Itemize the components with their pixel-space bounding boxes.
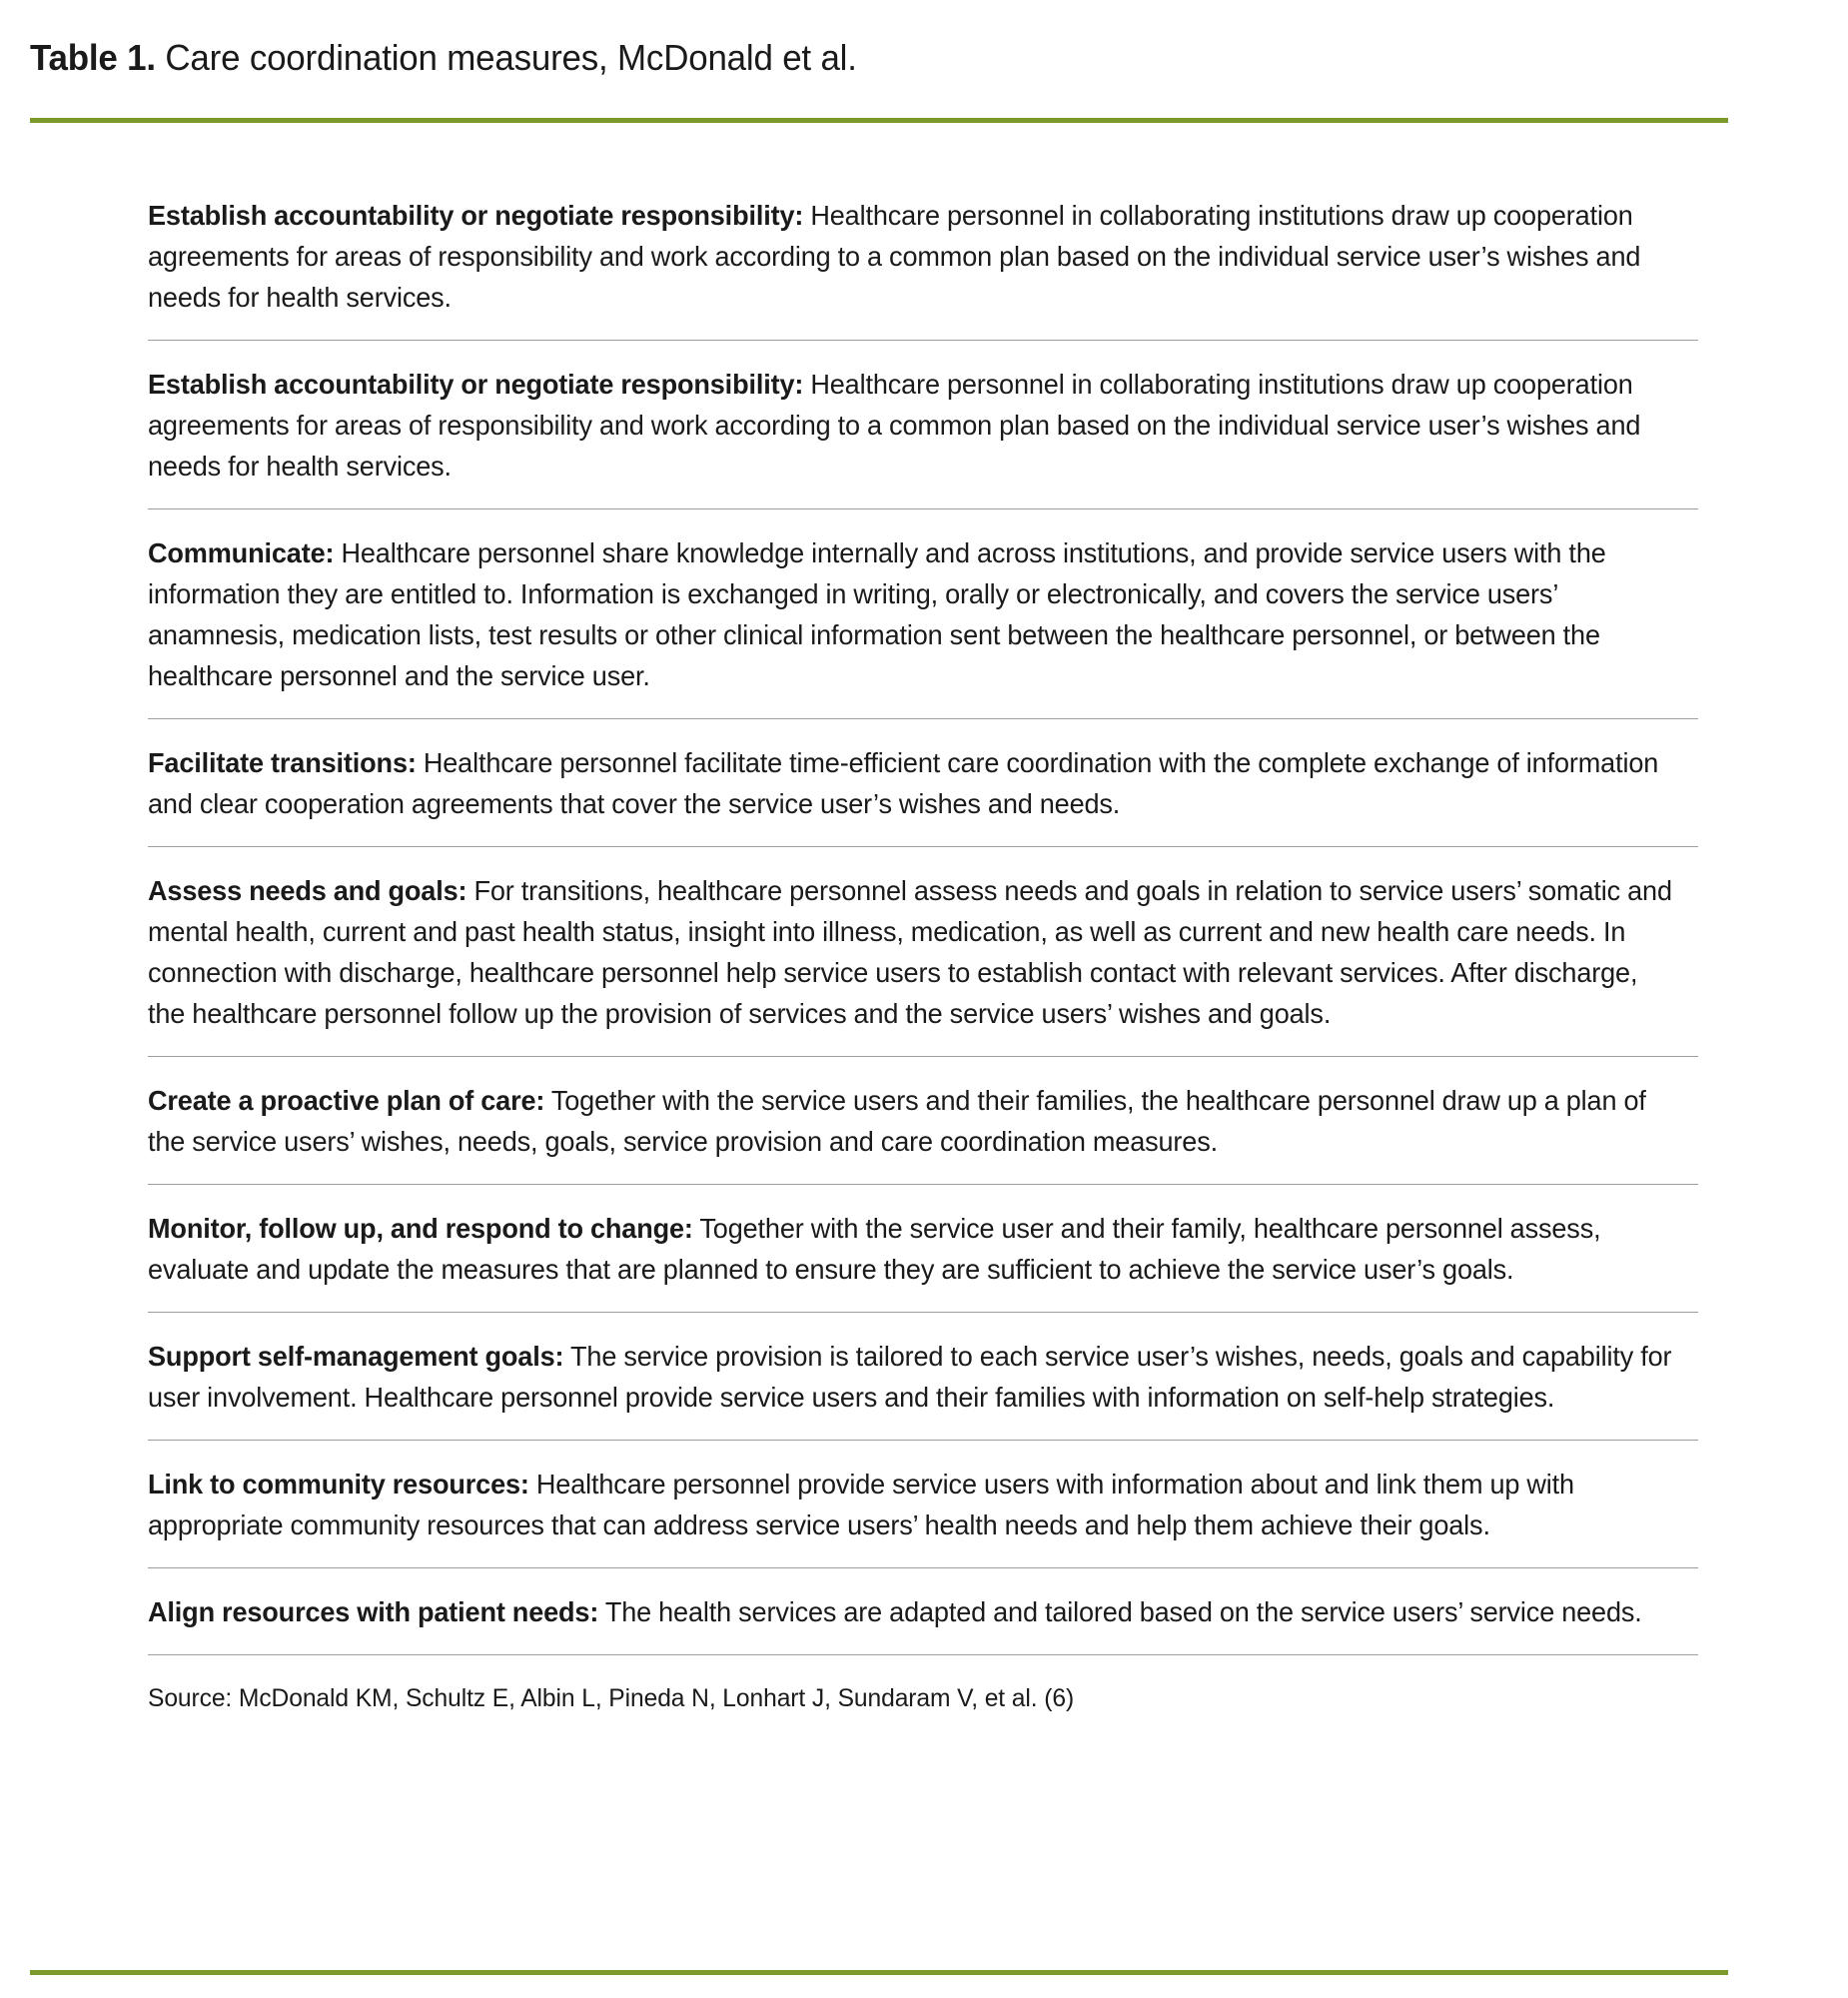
measure-label: Link to community resources: [148, 1469, 529, 1499]
measure-label: Establish accountability or negotiate responsibility: [148, 369, 804, 400]
measure-label: Communicate: [148, 537, 335, 568]
measure-text [148, 172, 1675, 340]
table-number-label: Table 1. [30, 37, 156, 78]
measure-description: Together with the service users and their families, the healthcare personnel draw up a plan of the service users’ wishes, needs, goals, service provision and care coordination measures. [148, 1085, 1646, 1157]
table-title-text: Care coordination measures, McDonald et al. [155, 37, 857, 78]
measure-description: Healthcare personnel share knowledge internally and across institutions, and provide service users with the information they are entitled to. Information is exchanged in writing, orally or electronically, and covers the service users’ anamnesis, medication lists, test results or other clinical information sent between the healthcare personnel, or between the healthcare personnel and the service user. [148, 537, 1606, 691]
table-caption [30, 36, 1677, 80]
measure-description: Healthcare personnel provide service users with information about and link them up with appropriate community resources that can address service users’ health needs and help them achieve their goals. [148, 1469, 1574, 1540]
measure-text [148, 341, 1675, 508]
measure-text [148, 1568, 1675, 1654]
measure-label: Align resources with patient needs: [148, 1596, 599, 1627]
measure-description: The health services are adapted and tailored based on the service users’ service needs. [598, 1596, 1642, 1627]
measure-text [148, 847, 1675, 1056]
measure-text [148, 719, 1675, 846]
table-row [148, 1441, 1698, 1567]
footer-accent-rule [30, 1970, 1728, 1975]
page-title [30, 36, 1728, 80]
measure-text [148, 509, 1675, 718]
table-row [148, 172, 1698, 340]
measure-label: Establish accountability or negotiate responsibility: [148, 200, 804, 231]
measure-label: Monitor, follow up, and respond to change: [148, 1213, 693, 1244]
measures-list [148, 172, 1698, 1715]
measure-text [148, 1057, 1675, 1184]
measure-label: Create a proactive plan of care: [148, 1085, 545, 1116]
header-accent-rule [30, 118, 1728, 123]
measure-label: Assess needs and goals: [148, 875, 467, 906]
measure-label: Facilitate transitions: [148, 747, 417, 778]
measure-text [148, 1441, 1675, 1567]
measure-description: The service provision is tailored to each service user’s wishes, needs, goals and capability for user involvement. Healthcare personnel provide service users and their families with information on self-help strategies. [148, 1341, 1672, 1413]
measure-description: For transitions, healthcare personnel assess needs and goals in relation to service users’ somatic and mental health, current and past health status, insight into illness, medication, as well as current and new health care needs. In connection with discharge, healthcare personnel help service users to establish contact with relevant services. After discharge, the healthcare personnel follow up the provision of services and the service users’ wishes and goals. [148, 875, 1672, 1029]
table-row [148, 847, 1698, 1056]
measure-description: Healthcare personnel in collaborating institutions draw up cooperation agreements for areas of responsibility and work according to a common plan based on the individual service user’s wishes and needs for health services. [148, 200, 1641, 313]
table-row [148, 719, 1698, 846]
table-row [148, 509, 1698, 718]
measure-description: Healthcare personnel facilitate time-efficient care coordination with the complete exchange of information and clear cooperation agreements that cover the service user’s wishes and needs. [148, 747, 1659, 819]
measure-label: Support self-management goals: [148, 1341, 564, 1372]
table-row [148, 1568, 1698, 1654]
measure-description: Healthcare personnel in collaborating institutions draw up cooperation agreements for areas of responsibility and work according to a common plan based on the individual service user’s wishes and needs for health services. [148, 369, 1641, 482]
measure-text [148, 1313, 1675, 1440]
table-row [148, 1185, 1698, 1312]
measure-text [148, 1185, 1675, 1312]
table-row [148, 341, 1698, 508]
table-row [148, 1313, 1698, 1440]
measure-description: Together with the service user and their family, healthcare personnel assess, evaluate and update the measures that are planned to ensure they are sufficient to achieve the service user’s goals. [148, 1213, 1601, 1285]
source-note: Source: McDonald KM, Schultz E, Albin L, Pineda N, Lonhart J, Sundaram V, et al. (6) [148, 1684, 1075, 1712]
table-row [148, 1057, 1698, 1184]
